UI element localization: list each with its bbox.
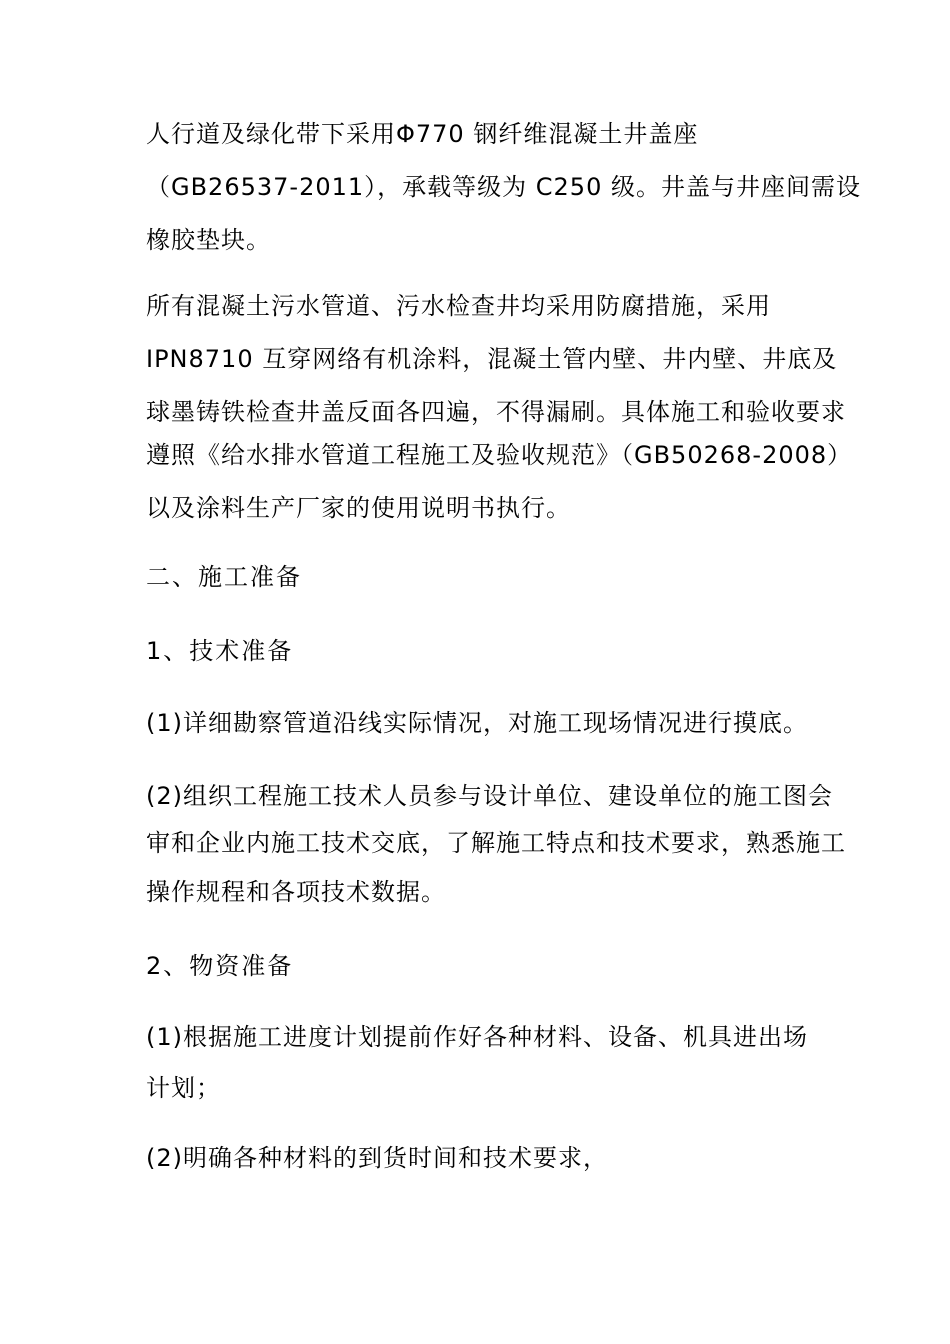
paragraph-2-line-5: 以及涂料生产厂家的使用说明书执行。: [146, 494, 571, 522]
material-item-1-line-1: (1)根据施工进度计划提前作好各种材料、设备、机具进出场: [146, 1023, 808, 1051]
paragraph-2-line-1: 所有混凝土污水管道、污水检查井均采用防腐措施，采用: [146, 292, 771, 320]
tech-item-2-line-2: 审和企业内施工技术交底，了解施工特点和技术要求，熟悉施工: [146, 829, 846, 857]
section-heading: 二、施工准备: [146, 563, 302, 591]
paragraph-1-line-3: 橡胶垫块。: [146, 226, 271, 254]
material-item-2: (2)明确各种材料的到货时间和技术要求，: [146, 1144, 608, 1172]
paragraph-1-line-1: 人行道及绿化带下采用Φ770 钢纤维混凝土井盖座: [146, 120, 699, 148]
tech-item-2-line-3: 操作规程和各项技术数据。: [146, 878, 446, 906]
tech-item-2-line-1: (2)组织工程施工技术人员参与设计单位、建设单位的施工图会: [146, 782, 833, 810]
subheading-technical-prep: 1、技术准备: [146, 637, 294, 665]
paragraph-1-line-2: （GB26537-2011），承载等级为 C250 级。井盖与井座间需设: [146, 173, 861, 201]
paragraph-2-line-2: IPN8710 互穿网络有机涂料，混凝土管内壁、井内壁、井底及: [146, 345, 838, 373]
tech-item-1: (1)详细勘察管道沿线实际情况，对施工现场情况进行摸底。: [146, 709, 808, 737]
paragraph-2-line-3: 球墨铸铁检查井盖反面各四遍，不得漏刷。具体施工和验收要求: [146, 398, 846, 426]
paragraph-2-line-4: 遵照《给水排水管道工程施工及验收规范》（GB50268-2008）: [146, 441, 853, 469]
material-item-1-line-2: 计划；: [146, 1074, 221, 1102]
subheading-material-prep: 2、物资准备: [146, 952, 294, 980]
